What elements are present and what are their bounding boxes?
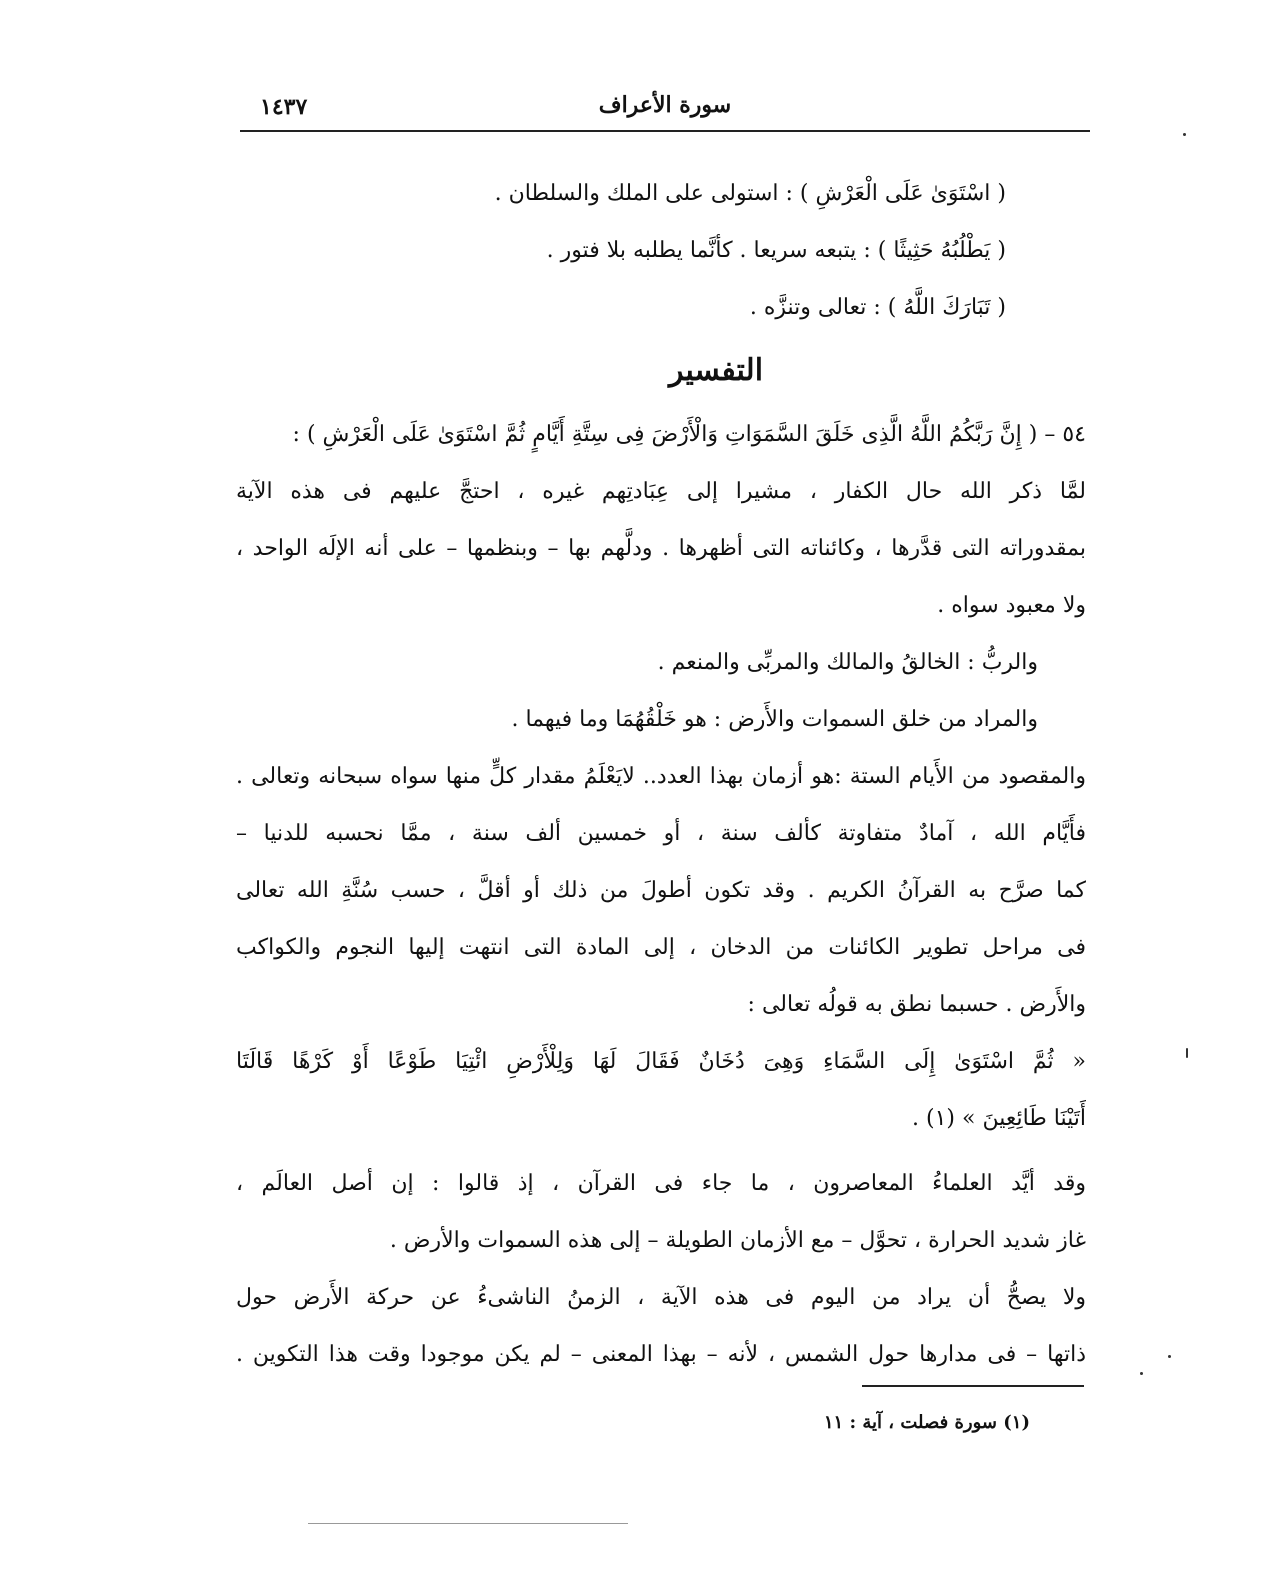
page-number: ١٤٣٧ [260, 94, 308, 120]
quran-quote-line: أَتَيْنَا طَائِعِينَ » (١) . [912, 1106, 1086, 1131]
paragraph-line: كما صرَّح به القرآنُ الكريم . وقد تكون أطولَ من ذلك أو أقلَّ ، حسب سُنَّةِ الله تعالى [236, 878, 1086, 903]
footnote: (١) سورة فصلت ، آية : ١١ [823, 1412, 1030, 1433]
scan-speck [1168, 1355, 1171, 1358]
gloss-line: ( تَبَارَكَ اللَّهُ ) : تعالى وتنزَّه . [749, 295, 1006, 320]
header-rule [240, 130, 1090, 132]
scan-speck [1186, 1048, 1188, 1058]
paragraph-line: فى مراحل تطوير الكائنات من الدخان ، إلى المادة التى انتهت إليها النجوم والكواكب [236, 935, 1086, 960]
page-body [236, 165, 1086, 1383]
paragraph-line: بمقدوراته التى قدَّرها ، وكائناته التى أظهرها . ودلَّهم بها – وبنظمها – على أنه الإلَه الواحد ، [236, 536, 1086, 561]
paragraph-line: والأَرض . حسبما نطق به قولُه تعالى : [747, 992, 1086, 1017]
paragraph-line: والمراد من خلق السموات والأَرض : هو خَلْقُهُمَا وما فيهما . [511, 707, 1038, 732]
quran-quote-line: « ثُمَّ اسْتَوَىٰ إِلَى السَّمَاءِ وَهِىَ دُخَانٌ فَقَالَ لَهَا وَلِلْأَرْضِ ائْتِيَا طَوْعًا أَوْ كَرْهًا قَالَتَا [236, 1049, 1086, 1074]
paragraph-line: وقد أيَّد العلماءُ المعاصرون ، ما جاء فى القرآن ، إذ قالوا : إن أصل العالَم ، [236, 1171, 1086, 1196]
bottom-rule [308, 1523, 628, 1524]
paragraph-line: ذاتها – فى مدارها حول الشمس ، لأنه – بهذا المعنى – لم يكن موجودا وقت هذا التكوين . [236, 1342, 1086, 1367]
section-heading: التفسير [668, 353, 764, 388]
paragraph-line: لمَّا ذكر الله حال الكفار ، مشيرا إلى عِبَادتِهم غيره ، احتجَّ عليهم فى هذه الآية [236, 479, 1086, 504]
paragraph-line: فأَيَّام الله ، آمادٌ متفاوتة كألف سنة ، أو خمسين ألف سنة ، ممَّا نحسبه للدنيا – [236, 821, 1086, 846]
footnote-rule [862, 1385, 1084, 1387]
paragraph-line: ولا يصحُّ أن يراد من اليوم فى هذه الآية ، الزمنُ الناشىءُ عن حركة الأَرض حول [236, 1285, 1086, 1310]
verse-reference: ٥٤ – ( إِنَّ رَبَّكُمُ اللَّهُ الَّذِى خَلَقَ السَّمَوَاتِ وَالْأَرْضَ فِى سِتَّةِ أَيَّامٍ ثُمَّ اسْتَوَىٰ عَلَى الْعَرْشِ ) : [292, 422, 1086, 447]
scan-speck [1140, 1372, 1143, 1375]
paragraph-line: والربُّ : الخالقُ والمالك والمربِّى والمنعم . [657, 650, 1038, 675]
gloss-line: ( اسْتَوَىٰ عَلَى الْعَرْشِ ) : استولى على الملك والسلطان . [494, 181, 1006, 206]
page-header [240, 92, 1090, 132]
scan-speck [1183, 133, 1186, 136]
paragraph-line: ولا معبود سواه . [937, 593, 1086, 618]
surah-title: سورة الأعراف [598, 92, 732, 118]
gloss-line: ( يَطْلُبُهُ حَثِيثًا ) : يتبعه سريعا . كأنَّما يطلبه بلا فتور . [546, 238, 1006, 263]
paragraph-line: والمقصود من الأَيام الستة :هو أزمان بهذا العدد.. لايَعْلَمُ مقدار كلٍّ منها سواه سبحانه وتعالى . [236, 764, 1086, 789]
paragraph-line: غاز شديد الحرارة ، تحوَّل – مع الأزمان الطويلة – إلى هذه السموات والأرض . [389, 1228, 1086, 1253]
